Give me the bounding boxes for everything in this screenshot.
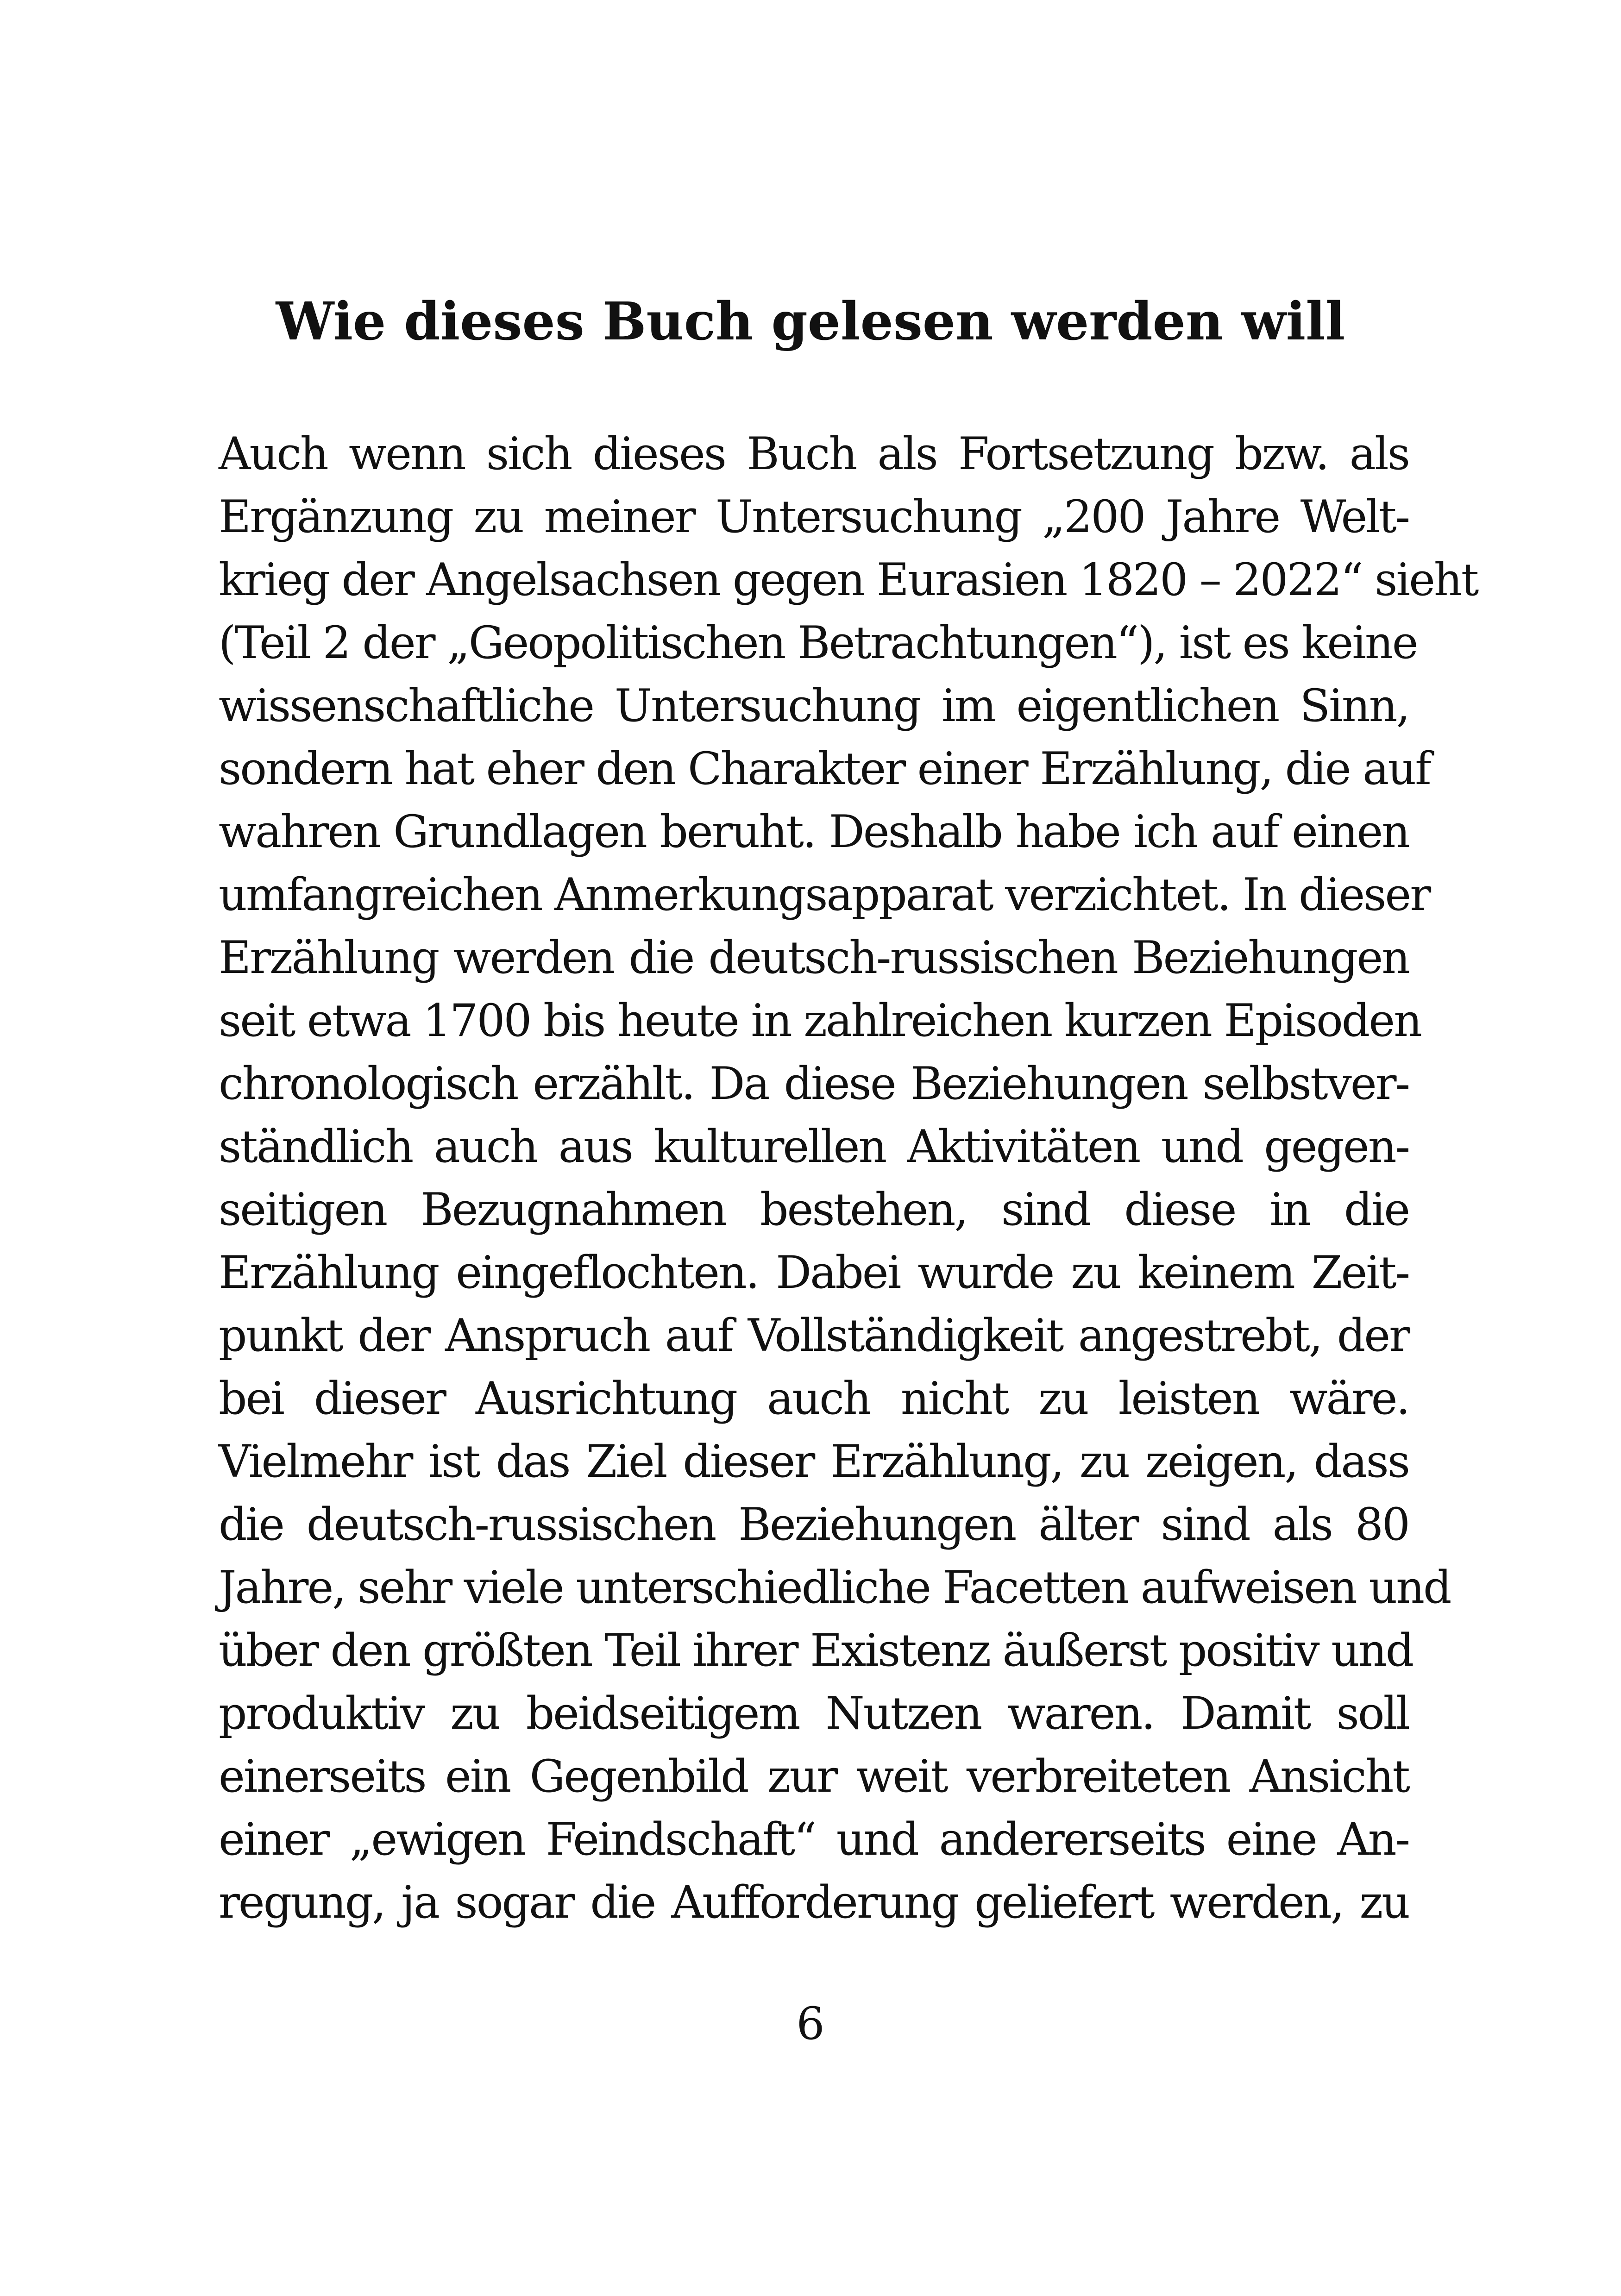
text-line: punkt der Anspruch auf Vollständigkeit angestrebt, der	[219, 1310, 1409, 1361]
text-line: bei dieser Ausrichtung auch nicht zu leisten wäre.	[219, 1373, 1409, 1424]
body-paragraph	[219, 422, 1478, 1934]
text-line: ständlich auch aus kulturellen Aktivitäten und gegen-	[219, 1121, 1409, 1173]
text-line: wissenschaftliche Untersuchung im eigentlichen Sinn,	[219, 680, 1409, 732]
text-line: chronologisch erzählt. Da diese Beziehungen selbstver-	[219, 1058, 1409, 1110]
text-line: produktiv zu beidseitigem Nutzen waren. Damit soll	[219, 1687, 1409, 1739]
text-line: über den größten Teil ihrer Existenz äußerst positiv und	[219, 1625, 1413, 1676]
text-line: Erzählung eingeflochten. Dabei wurde zu keinem Zeit-	[219, 1247, 1409, 1299]
text-line: Auch wenn sich dieses Buch als Fortsetzung bzw. als	[219, 428, 1409, 480]
text-line: wahren Grundlagen beruht. Deshalb habe ich auf einen	[219, 806, 1409, 858]
text-line: Vielmehr ist das Ziel dieser Erzählung, zu zeigen, dass	[219, 1436, 1409, 1487]
text-line: einerseits ein Gegenbild zur weit verbreiteten Ansicht	[219, 1750, 1409, 1802]
text-line: Jahre, sehr viele unterschiedliche Facetten aufweisen und	[219, 1562, 1451, 1613]
text-line: regung, ja sogar die Aufforderung geliefert werden, zu	[219, 1876, 1409, 1928]
text-line: seit etwa 1700 bis heute in zahlreichen kurzen Episoden	[219, 995, 1421, 1047]
text-line: die deutsch-russischen Beziehungen älter sind als 80	[219, 1499, 1409, 1550]
text-line: Erzählung werden die deutsch-russischen Beziehungen	[219, 932, 1409, 984]
text-line: krieg der Angelsachsen gegen Eurasien 1820 – 2022“ sieht	[219, 554, 1478, 606]
text-line: umfangreichen Anmerkungsapparat verzichtet. In dieser	[219, 869, 1430, 921]
text-line: seitigen Bezugnahmen bestehen, sind diese in die	[219, 1184, 1409, 1236]
text-line: sondern hat eher den Charakter einer Erzählung, die auf	[219, 743, 1430, 795]
page-number: 6	[796, 1998, 825, 2050]
chapter-heading: Wie dieses Buch gelesen werden will	[276, 291, 1345, 352]
text-line: (Teil 2 der „Geopolitischen Betrachtungen“), ist es keine	[219, 617, 1417, 669]
text-line: Ergänzung zu meiner Untersuchung „200 Jahre Welt-	[219, 491, 1409, 543]
text-line: einer „ewigen Feindschaft“ und andererseits eine An-	[219, 1813, 1409, 1865]
